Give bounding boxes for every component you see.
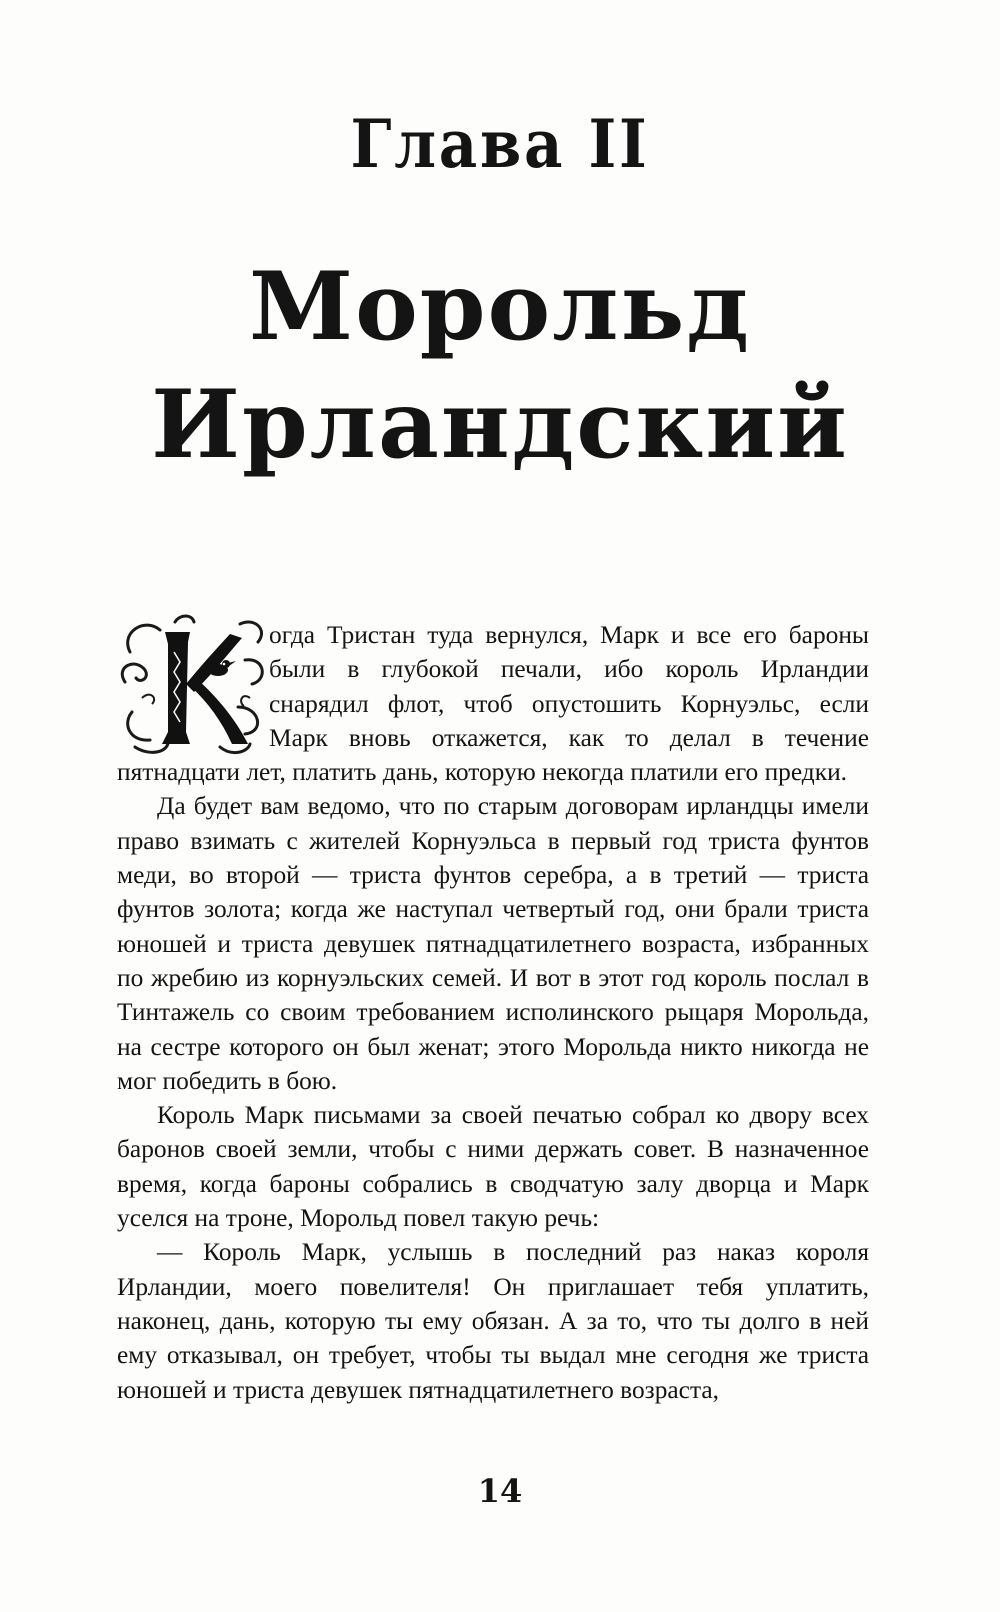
chapter-label: Глава II [350,105,650,183]
paragraph-3: Король Марк письмами за своей печатью собрал ко двору всех баронов своей земли, чтобы с ними держать совет. В назначенное время, когда бароны собрались в сводчатую залу дворца и Марк уселся на троне, Морольд повел такую речь: [117,1101,869,1233]
chapter-title [0,248,1000,484]
paragraph-1: огда Тристан туда вернулся, Марк и все его бароны были в глубокой печали, ибо король Ирландии снарядил флот, чтоб опустошить Корнуэльс, если Марк вновь откажется, как то делал в течение пятнадцати лет, платить дань, которую некогда платили его предки. [117,621,869,787]
page-number: 14 [477,1472,523,1510]
dropcap-spacer [117,618,269,754]
paragraph-2: Да будет вам ведомо, что по старым договорам ирландцы имели право взимать с жителей Корнуэльса в первый год триста фунтов меди, во второй — триста фунтов серебра, а в третий — триста фунтов золота; когда же наступал четвертый год, они брали триста юношей и триста девушек пятнадцатилетнего возраста, избранных по жребию из корнуэльских семей. И вот в этот год король послал в Тинтажель со своим требованием исполинского рыцаря Морольда, на сестре которого он был женат; этого Морольда никто никогда не мог победить в бою. [117,792,869,1095]
paragraph-4: — Король Марк, услышь в последний раз наказ короля Ирландии, моего повелителя! Он приглашает тебя уплатить, наконец, дань, которую ты ему обязан. А за то, что ты долго в ней ему отказывал, он требует, чтобы ты выдал мне сегодня же триста юношей и триста девушек пятнадцатилетнего возраста, [117,1238,869,1404]
chapter-title-line-2: Ирландский [151,370,849,480]
body-text [117,618,869,1407]
chapter-title-line-1: Морольд [249,252,751,362]
